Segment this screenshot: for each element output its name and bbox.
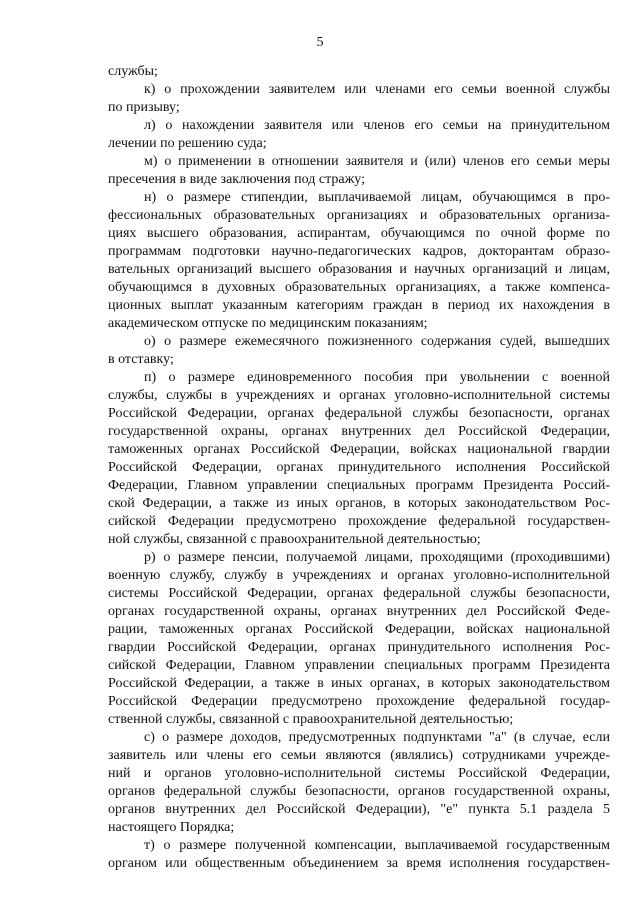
page-number: 5 — [316, 35, 324, 50]
text-line: вательных организаций высшего образования и научных организаций и лицам, — [108, 262, 610, 277]
text-line: циях высшего образования, аспирантам, обучающимся по очной форме по — [108, 226, 610, 241]
text-line: заявитель или члены его семьи являются (являлись) сотрудниками учрежде- — [108, 748, 610, 763]
text-line: пресечения в виде заключения под стражу; — [108, 172, 365, 187]
text-line: п) о размере единовременного пособия при увольнении с военной — [144, 370, 610, 385]
text-line: службы; — [108, 64, 158, 79]
text-line: таможенных органах Российской Федерации, войсках национальной гвардии — [108, 442, 610, 457]
text-line: ний и органов уголовно-исполнительной системы Российской Федерации, — [108, 766, 610, 781]
text-line: с) о размере доходов, предусмотренных подпунктами "а" (в случае, если — [144, 730, 610, 745]
text-line: сийской Федерации предусмотрено прохождение федеральной государствен- — [108, 514, 610, 529]
text-line: органов внутренних дел Российской Федерации), "е" пункта 5.1 раздела 5 — [108, 802, 610, 817]
text-line: м) о применении в отношении заявителя и (или) членов его семьи меры — [144, 154, 610, 169]
text-line: Российской Федерации, органах федеральной службы безопасности, органах — [108, 406, 610, 421]
text-line: военную службу, службу в учреждениях и органах уголовно-исполнительной — [108, 568, 610, 583]
text-line: Российской Федерации, органах принудительного исполнения Российской — [108, 460, 610, 475]
text-line: фессиональных образовательных организациях и образовательных организа- — [108, 208, 610, 223]
text-line: по призыву; — [108, 100, 180, 115]
document-body — [108, 63, 610, 873]
text-line: н) о размере стипендии, выплачиваемой лицам, обучающимся в про- — [144, 190, 610, 205]
text-line: л) о нахождении заявителя или членов его семьи на принудительном — [144, 118, 610, 133]
text-line: в отставку; — [108, 352, 174, 367]
text-line: рации, таможенных органах Российской Федерации, войсках национальной — [108, 622, 610, 637]
text-line: ской Федерации, а также из иных органов, в которых законодательством Рос- — [108, 496, 610, 511]
text-line: органом или общественным объединением за время исполнения государствен- — [108, 856, 610, 871]
text-line: академическом отпуске по медицинским показаниям; — [108, 316, 428, 331]
text-line: т) о размере полученной компенсации, выплачиваемой государственным — [144, 838, 610, 853]
text-line: р) о размере пенсии, получаемой лицами, проходящими (проходившими) — [144, 550, 610, 565]
text-line: органов федеральной службы безопасности, органов государственной охраны, — [108, 784, 610, 799]
text-line: лечении по решению суда; — [108, 136, 267, 151]
text-line: системы Российской Федерации, органах федеральной службы безопасности, — [108, 586, 610, 601]
text-line: настоящего Порядка; — [108, 820, 235, 835]
text-line: Российской Федерации, а также в иных органах, в которых законодательством — [108, 676, 610, 691]
text-line: гвардии Российской Федерации, органах принудительного исполнения Рос- — [108, 640, 610, 655]
text-line: ственной службы, связанной с правоохранительной деятельностью; — [108, 712, 514, 727]
text-line: ционных выплат указанным категориям граждан в период их нахождения в — [108, 298, 610, 313]
text-line: государственной охраны, органах внутренних дел Российской Федерации, — [108, 424, 610, 439]
text-line: Федерации, Главном управлении специальных программ Президента Россий- — [108, 478, 610, 493]
text-line: органах государственной охраны, органах внутренних дел Российской Феде- — [108, 604, 610, 619]
text-line: к) о прохождении заявителем или членами его семьи военной службы — [144, 82, 610, 97]
text-line: сийской Федерации, Главном управлении специальных программ Президента — [108, 658, 610, 673]
text-line: программам подготовки научно-педагогических кадров, докторантам образо- — [108, 244, 610, 259]
text-line: Российской Федерации предусмотрено прохождение федеральной государ- — [108, 694, 610, 709]
text-line: обучающимся в духовных образовательных организациях, а также компенса- — [108, 280, 610, 295]
text-line: о) о размере ежемесячного пожизненного содержания судей, вышедших — [144, 334, 610, 349]
text-line: службы, службы в учреждениях и органах уголовно-исполнительной системы — [108, 388, 610, 403]
text-line: ной службы, связанной с правоохранительной деятельностью; — [108, 532, 481, 547]
